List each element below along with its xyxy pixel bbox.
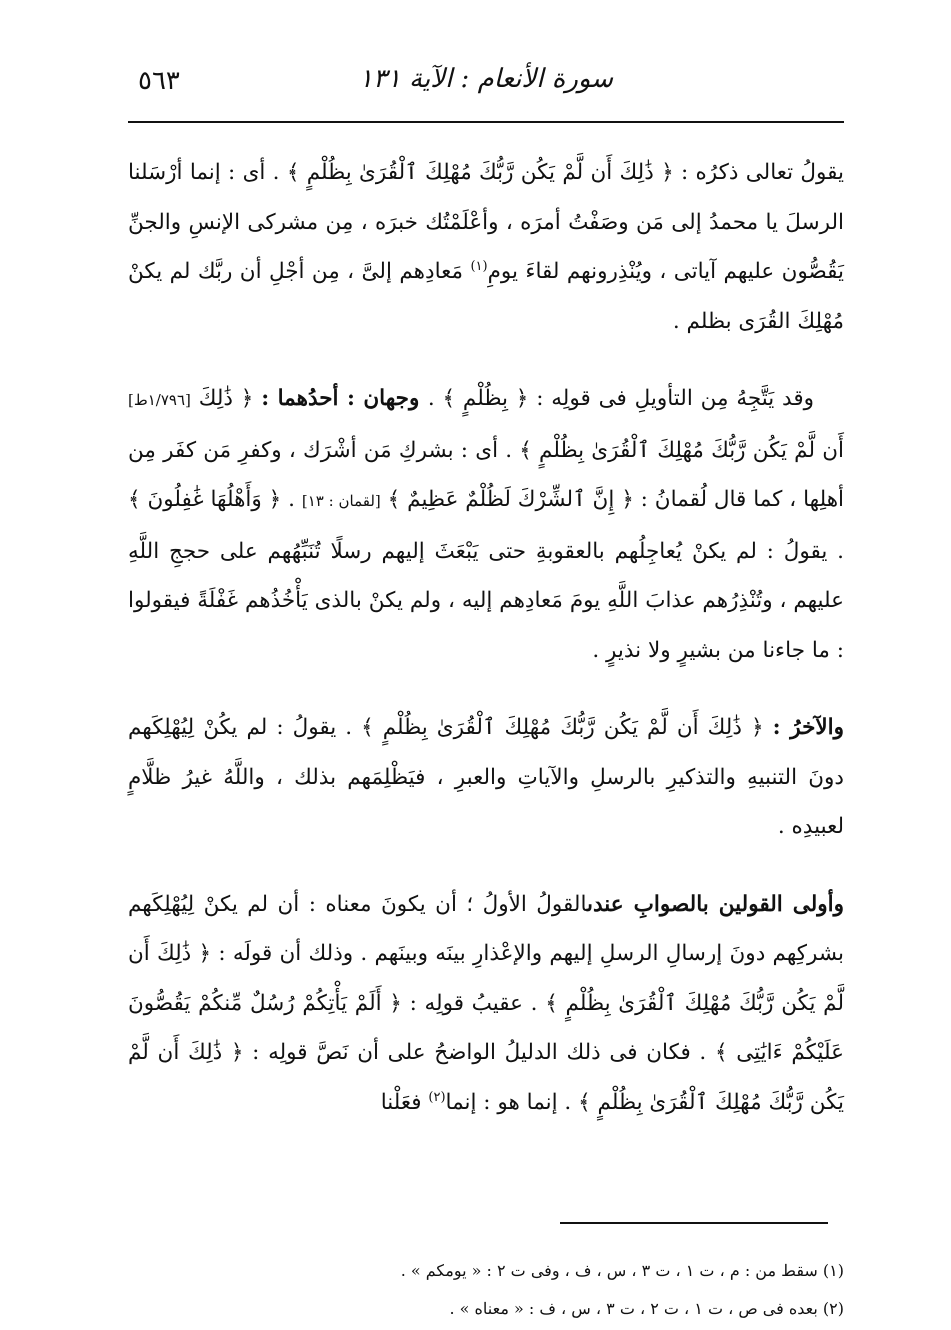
paragraph-2-bold: وجهان : أحدُهما : <box>261 386 428 411</box>
paragraph-2-ref: [١/٧٩٦ط] <box>128 391 191 409</box>
page-header <box>128 62 844 110</box>
paragraph-2-text3: . ﴿ وَأَهْلُهَا غَٰفِلُونَ ﴾ . يقولُ : لم يكنْ يُعاجِلُهم بالعقوبةِ حتى يَبْعَثَ إليهم رسلًا تُنَبِّهُهم على حججِ اللَّهِ عليهم ، وتُنْذِرُهم عذابَ اللَّهِ يومَ مَعادِهم إليه ، ولم يكنْ بالذى يَأْخُذُهم غَفْلَةً فيقولوا : ما جاءنا من بشيرٍ ولا نذيرٍ . <box>128 487 844 663</box>
footnote-rule <box>560 1222 828 1224</box>
paragraph-3 <box>128 703 844 852</box>
paragraph-2-ref2: [لقمان : ١٣] <box>301 492 381 510</box>
paragraph-3-bold: والآخرُ : <box>772 715 844 740</box>
footnote-1: (١) سقط من : م ، ت ١ ، ت ٣ ، س ، ف ، وفى ت ٢ : « يومكم » . <box>400 1261 844 1280</box>
footnotes <box>128 1252 844 1328</box>
page-number: ٥٦٣ <box>138 66 180 96</box>
header-rule <box>128 121 844 123</box>
footnote-marker-1: (١) <box>470 258 488 274</box>
footnote-2: (٢) بعده فى ص ، ت ١ ، ت ٢ ، ت ٣ ، س ، ف : « معناه » . <box>449 1299 844 1318</box>
paragraph-2 <box>128 374 844 675</box>
paragraph-2-text: ﴿ ذَٰلِكَ <box>190 386 262 411</box>
paragraph-1 <box>128 148 844 346</box>
footnote-marker-2: (٢) <box>428 1089 446 1105</box>
paragraph-3-text: ﴿ ذَٰلِكَ أَن لَّمْ يَكُن رَّبُّكَ مُهْلِكَ ٱلْقُرَىٰ بِظُلْمٍ ﴾ . يقولُ : لم يكُنْ لِيُهْلِكَهم دونَ التنبيهِ والتذكيرِ بالرسلِ والآياتِ والعبرِ ، فيَظْلِمَهم بذلك ، واللَّهُ غيرُ ظلَّامٍ لعبيدِه . <box>128 715 844 839</box>
paragraph-2-text2: أَن لَّمْ يَكُن رَّبُّكَ مُهْلِكَ ٱلْقُرَىٰ بِظُلْمٍ ﴾ . أى : بشركِ مَن أشْرَك ، وكفرِ مَن كفَر مِن أهلِها ، كما قال لُقمانُ : ﴿ إِنَّ ٱلشِّرْكَ لَظُلْمٌ عَظِيمٌ ﴾ <box>128 437 845 512</box>
paragraph-1-text-after: مَعادِهم إلىَّ ، مِن أجْلِ أن ربَّك لم يكنْ مُهْلِكَ القُرَى بظلم . <box>128 259 844 334</box>
paragraph-4-text: القولُ الأولُ ؛ أن يكونَ معناه : أن لم يكنْ لِيُهْلِكَهم بشركِهم دونَ إرسالِ الرسلِ إليهم والإعْذارِ بينَه وبينَهم . وذلك أن قولَه : ﴿ ذَٰلِكَ أَن لَّمْ يَكُن رَّبُّكَ مُهْلِكَ ٱلْقُرَىٰ بِظُلْمٍ ﴾ . عقيبُ قولِه : ﴿ أَلَمْ يَأْتِكُمْ رُسُلٌ مِّنكُمْ يَقُصُّونَ عَلَيْكُمْ ءَايَٰتِى ﴾ . فكان فى ذلك الدليلُ الواضحُ على أن نَصَّ قولِه : ﴿ ذَٰلِكَ أَن لَّمْ يَكُن رَّبُّكَ مُهْلِكَ ٱلْقُرَىٰ بِظُلْمٍ ﴾ . إنما هو : إنما <box>128 891 844 1115</box>
paragraph-1-text: يقولُ تعالى ذكرُه : ﴿ ذَٰلِكَ أَن لَّمْ يَكُن رَّبُّكَ مُهْلِكَ ٱلْقُرَىٰ بِظُلْمٍ ﴾ . أى : إنما أرْسَلنا الرسلَ يا محمدُ إلى مَن وصَفْتُ أمرَه ، وأعْلَمْتُك خبرَه ، مِن مشركى الإنسِ والجنِّ يَقُصُّون عليهم آياتى ، ويُنْذِرونهم لقاءَ يومِ <box>128 160 844 284</box>
paragraph-2-lead: وقد يَتَّجِهُ مِن التأويلِ فى قولِه : ﴿ بِظُلْمٍ ﴾ . <box>427 386 814 411</box>
paragraph-4-text-after: فعَلْنا <box>380 1089 429 1115</box>
paragraph-4 <box>128 880 844 1128</box>
paragraph-4-bold: وأولى القولين بالصوابِ عندى <box>587 891 845 917</box>
main-text <box>128 148 844 1155</box>
running-head: سورة الأنعام : الآية ١٣١ <box>358 64 614 94</box>
